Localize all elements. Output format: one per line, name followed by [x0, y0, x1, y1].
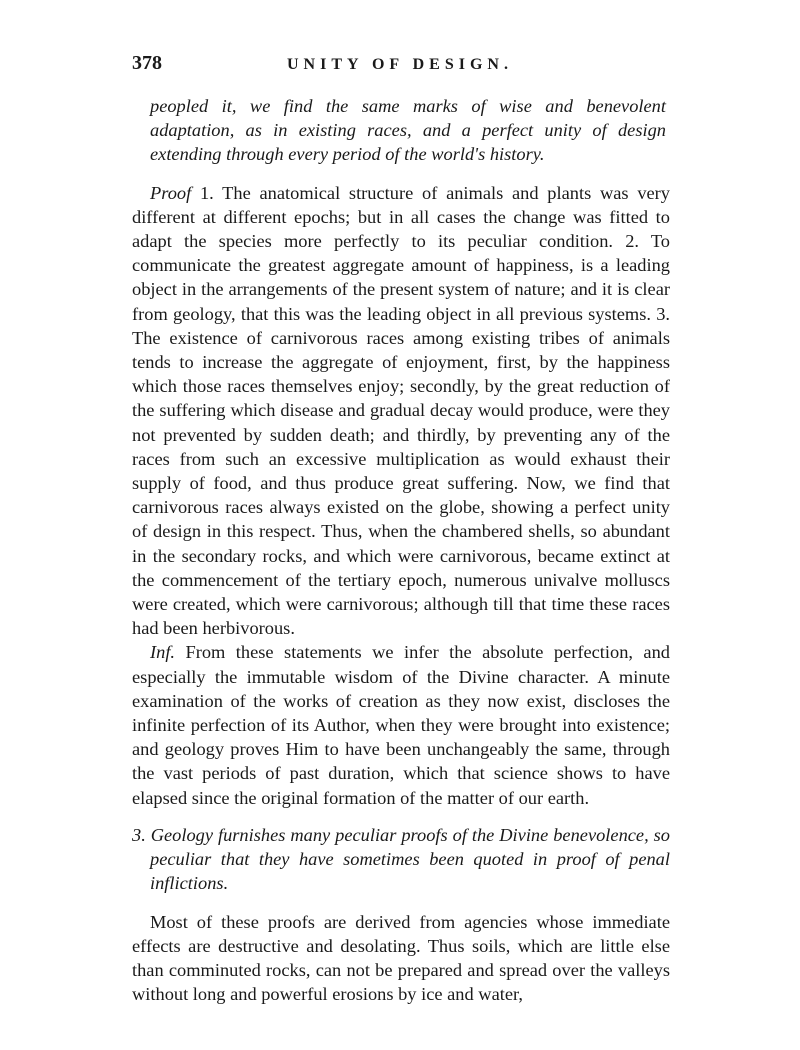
- running-head: [132, 52, 670, 82]
- running-title: UNITY OF DESIGN.: [287, 56, 513, 73]
- inference-paragraph: [132, 640, 670, 809]
- book-page: [132, 52, 670, 1006]
- closing-paragraph: Most of these proofs are derived from agencies whose immediate effects are destructive and desolating. Thus soils, which are little else than comminuted rocks, can not be prepared and spread over the valleys without long and powerful erosions by ice and water,: [132, 911, 670, 1005]
- proof-label: Proof: [150, 182, 192, 203]
- inference-text: From these statements we infer the absolute perfection, and especially the immutable wisdom of the Divine character. A minute examination of the works of creation as they now exist, discloses the infinite perfection of its Author, when they were brought into existence; and geology proves Him to have been unchangeably the same, through the vast periods of past duration, which that science shows to have elapsed since the original formation of the matter of our earth.: [132, 642, 670, 808]
- proof-paragraph: [132, 181, 670, 641]
- proof-text: 1. The anatomical structure of animals and plants was very different at different epochs; but in all cases the change was fitted to adapt the species more perfectly to its peculiar condition. 2. To communicate the greatest aggregate amount of happiness, is a leading object in the arrangements of the present system of nature; and it is clear from geology, that this was the leading object in all previous systems. 3. The existence of carnivorous races among existing tribes of animals tends to increase the aggregate of enjoyment, first, by the happiness which those races themselves enjoy; secondly, by the great reduction of the suffering which disease and gradual decay would produce, were they not prevented by sudden death; and thirdly, by preventing any of the races from such an excessive multiplication as would exhaust their supply of food, and thus produce great suffering. Now, we find that carnivorous races always existed on the globe, showing a perfect unity of design in this respect. Thus, when the chambered shells, so abundant in the secondary rocks, and which were carnivorous, became extinct at the commencement of the tertiary epoch, numerous univalve molluscs were created, which were carnivorous; although till that time these races had been herbivorous.: [132, 182, 670, 639]
- page-number: 378: [132, 52, 162, 74]
- inference-label: Inf.: [150, 642, 176, 663]
- lead-paragraph: peopled it, we find the same marks of wise and benevolent adaptation, as in existing races, and a perfect unity of design extending through every period of the world's history.: [150, 96, 666, 165]
- numbered-heading: 3. Geology furnishes many peculiar proofs of the Divine benevolence, so peculiar that they have sometimes been quoted in proof of penal inflictions.: [132, 824, 670, 894]
